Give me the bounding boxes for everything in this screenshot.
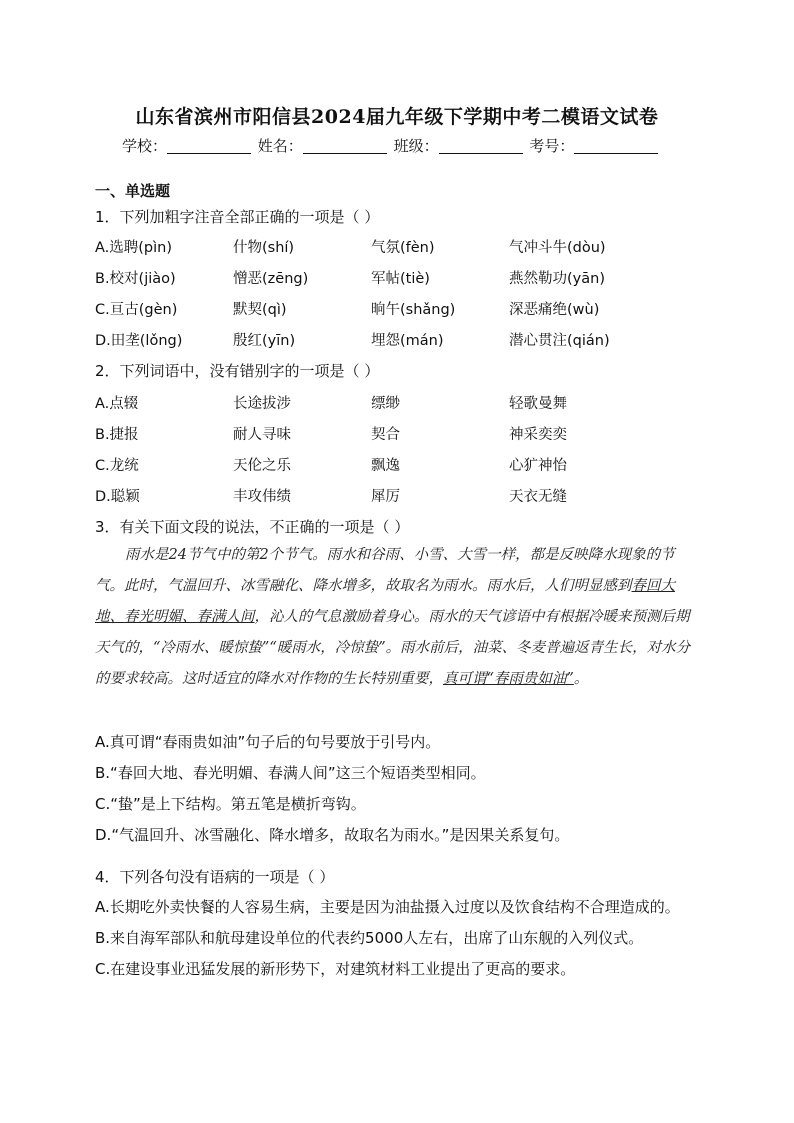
option-cell: 气冲斗牛(dòu) xyxy=(509,240,606,256)
option-cell: 气氛(fèn) xyxy=(371,240,435,256)
passage-text: 雨水是24节气中的第2个节气。雨水和谷雨、小雪、大雪一样，都是反映降水现象的节气。此时，气温回升、冰雪融化、降水增多，故取名为雨水。雨水后，人们明显感到 xyxy=(95,547,675,594)
question-4-options xyxy=(95,892,701,985)
class-label: 班级： xyxy=(393,137,439,155)
option-cell: C.龙统 xyxy=(95,458,139,474)
option-cell: C.亘古(gèn) xyxy=(95,302,178,318)
question-1-option-row xyxy=(95,236,715,258)
option-cell: 埋怨(mán) xyxy=(371,333,444,349)
question-1-stem: 1．下列加粗字注音全部正确的一项是（ ） xyxy=(95,208,380,226)
question-3-stem: 3．有关下面文段的说法，不正确的一项是（ ） xyxy=(95,518,410,536)
option-cell: 燕然勒功(yān) xyxy=(509,271,605,287)
question-1-option-row xyxy=(95,298,715,320)
question-4-stem: 4．下列各句没有语病的一项是（ ） xyxy=(95,868,335,886)
option-cell: 飘逸 xyxy=(371,458,400,474)
option-cell: D.聪颖 xyxy=(95,489,140,505)
school-blank xyxy=(167,138,251,154)
option-cell: 耐人寻味 xyxy=(233,427,291,443)
option-cell: 心犷神怡 xyxy=(509,458,567,474)
exam-number-blank xyxy=(574,138,658,154)
option-cell: 深恶痛绝(wù) xyxy=(509,302,600,318)
option-cell: A.点辍 xyxy=(95,396,139,412)
option-cell: 缥缈 xyxy=(371,396,400,412)
passage-text: ，沁人的气息激励着身心。雨水的天气谚语中有根据冷暖来预测后期天气的，“冷雨水、暖惊蛰”“暖雨水，冷惊蛰”。雨水前后，油菜、冬麦普遍返青生长，对水分的要求较高。这时适宜的降水对作物的生长特别重要， xyxy=(95,609,691,687)
underlined-phrase: 春回大地、春光明媚、春满人间 xyxy=(95,578,675,625)
option-cell: B.捷报 xyxy=(95,427,139,443)
option-b: B.来自海军部队和航母建设单位的代表约5000人左右，出席了山东舰的入列仪式。 xyxy=(95,929,644,947)
option-cell: 丰攻伟绩 xyxy=(233,489,291,505)
question-3-options xyxy=(95,727,701,851)
exam-number-label: 考号： xyxy=(529,137,575,155)
option-cell: 默契(qì) xyxy=(233,302,287,318)
exam-title: 山东省滨州市阳信县2024届九年级下学期中考二模语文试卷 xyxy=(135,106,659,128)
question-3-passage xyxy=(95,540,701,695)
question-2-option-row xyxy=(95,485,715,507)
option-cell: 什物(shí) xyxy=(233,240,295,256)
question-1-option-row xyxy=(95,329,715,351)
underlined-phrase: 真可谓“春雨贵如油” xyxy=(443,671,574,687)
option-cell: 天衣无缝 xyxy=(509,489,567,505)
section-title: 一、单选题 xyxy=(95,182,171,200)
option-cell: 潜心贯注(qián) xyxy=(509,333,610,349)
option-cell: 长途拔涉 xyxy=(233,396,291,412)
option-cell: 轻歌曼舞 xyxy=(509,396,567,412)
name-blank xyxy=(303,138,387,154)
option-d: D.“气温回升、冰雪融化、降水增多，故取名为雨水。”是因果关系复句。 xyxy=(95,826,570,844)
question-2-option-row xyxy=(95,454,715,476)
option-cell: 契合 xyxy=(371,427,400,443)
question-2-option-row xyxy=(95,423,715,445)
option-cell: 神采奕奕 xyxy=(509,427,567,443)
option-cell: 军帖(tiè) xyxy=(371,271,430,287)
option-cell: 晌午(shǎng) xyxy=(371,302,456,318)
option-c: C.在建设事业迅猛发展的新形势下，对建筑材料工业提出了更高的要求。 xyxy=(95,960,576,978)
passage-text: 。 xyxy=(573,671,589,687)
option-cell: 天伦之乐 xyxy=(233,458,291,474)
question-2-option-row xyxy=(95,392,715,414)
student-info-line xyxy=(122,135,660,156)
name-label: 姓名： xyxy=(257,137,303,155)
question-2-stem: 2．下列词语中，没有错别字的一项是（ ） xyxy=(95,362,380,380)
option-a: A.长期吃外卖快餐的人容易生病，主要是因为油盐摄入过度以及饮食结构不合理造成的。 xyxy=(95,898,680,916)
school-label: 学校： xyxy=(122,137,168,155)
class-blank xyxy=(439,138,523,154)
option-cell: A.选聘(pìn) xyxy=(95,240,173,256)
option-b: B.“春回大地、春光明媚、春满人间”这三个短语类型相同。 xyxy=(95,764,486,782)
question-1-option-row xyxy=(95,267,715,289)
option-c: C.“蛰”是上下结构。第五笔是横折弯钩。 xyxy=(95,795,366,813)
option-cell: 犀厉 xyxy=(371,489,400,505)
option-cell: D.田垄(lǒng) xyxy=(95,333,183,349)
option-cell: 殷红(yīn) xyxy=(233,333,296,349)
option-cell: 憎恶(zēng) xyxy=(233,271,309,287)
option-cell: B.校对(jiào) xyxy=(95,271,176,287)
option-a: A.真可谓“春雨贵如油”句子后的句号要放于引号内。 xyxy=(95,733,441,751)
